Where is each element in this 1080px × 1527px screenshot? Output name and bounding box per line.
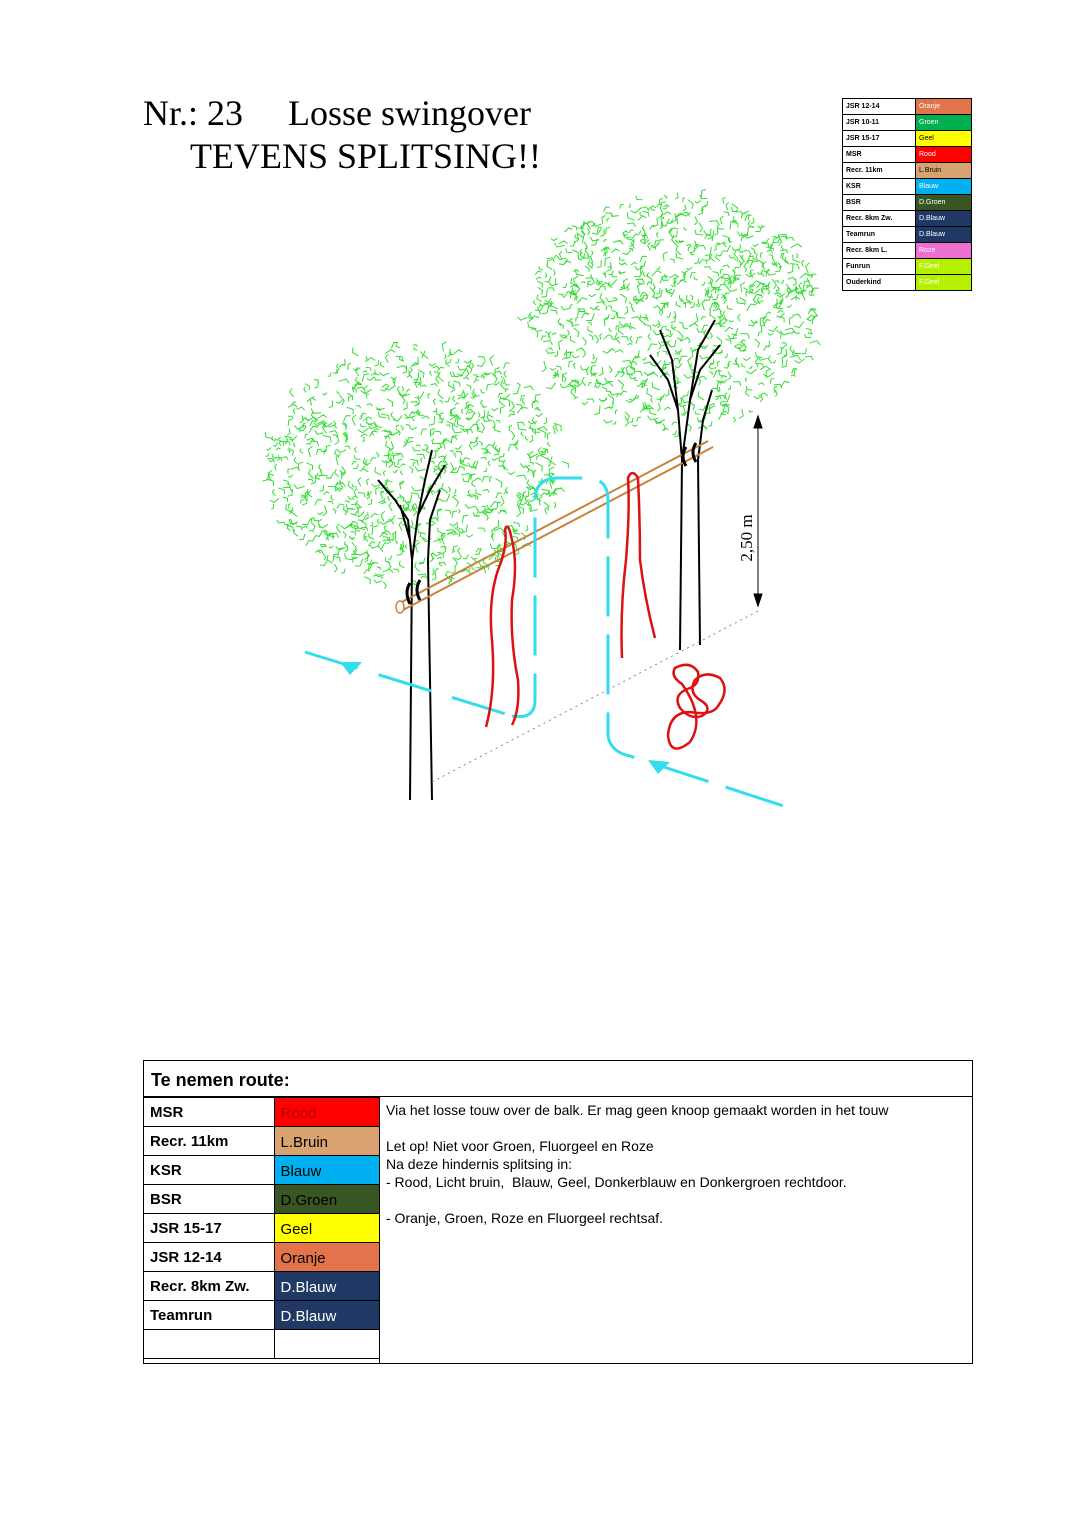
tree-left-trunk xyxy=(378,450,445,800)
legend-color-swatch: Oranje xyxy=(916,99,972,115)
legend-color-swatch: F.Geel xyxy=(916,259,972,275)
route-color-swatch: Blauw xyxy=(274,1156,379,1185)
route-description-line: Na deze hindernis splitsing in: xyxy=(386,1156,572,1172)
route-row xyxy=(144,1127,379,1156)
route-color-swatch: D.Blauw xyxy=(274,1301,379,1330)
legend-route-name: Funrun xyxy=(843,259,916,275)
legend-color-swatch: F.Geel xyxy=(916,275,972,291)
route-color-swatch: Geel xyxy=(274,1214,379,1243)
route-description-line: - Rood, Licht bruin, Blauw, Geel, Donkerblauw en Donkergroen rechtdoor. xyxy=(386,1174,847,1190)
route-color-swatch: Oranje xyxy=(274,1243,379,1272)
legend-route-name: Recr. 11km xyxy=(843,163,916,179)
route-color-swatch: D.Blauw xyxy=(274,1272,379,1301)
route-path xyxy=(305,478,796,810)
beam-strap-right xyxy=(683,443,696,466)
route-name: BSR xyxy=(144,1185,274,1214)
height-dimension xyxy=(754,416,762,606)
legend-route-name: BSR xyxy=(843,195,916,211)
route-description-line: Via het losse touw over de balk. Er mag geen knoop gemaakt worden in het touw xyxy=(386,1102,889,1118)
loose-rope xyxy=(486,473,725,749)
foliage-strokes xyxy=(517,190,820,437)
route-color-swatch: L.Bruin xyxy=(274,1127,379,1156)
legend-color-swatch: Rood xyxy=(916,147,972,163)
route-row xyxy=(144,1243,379,1272)
legend-route-name: JSR 10-11 xyxy=(843,115,916,131)
legend-color-swatch: D.Groen xyxy=(916,195,972,211)
legend-route-name: MSR xyxy=(843,147,916,163)
route-name: Recr. 8km Zw. xyxy=(144,1272,274,1301)
route-row xyxy=(144,1301,379,1330)
route-divider xyxy=(379,1097,380,1364)
page-subtitle: TEVENS SPLITSING!! xyxy=(190,136,541,176)
route-color-empty xyxy=(274,1330,379,1359)
route-description-line: Let op! Niet voor Groen, Fluorgeel en Roze xyxy=(386,1138,654,1154)
tree-left-foliage xyxy=(263,342,569,589)
route-info-box xyxy=(143,1060,973,1364)
legend-color-swatch: D.Blauw xyxy=(916,211,972,227)
route-description xyxy=(386,1101,966,1227)
legend-color-swatch: Roze xyxy=(916,243,972,259)
route-header xyxy=(144,1061,972,1097)
route-name: JSR 12-14 xyxy=(144,1243,274,1272)
route-row xyxy=(144,1214,379,1243)
route-name: MSR xyxy=(144,1098,274,1127)
route-row-empty xyxy=(144,1330,379,1359)
route-name-empty xyxy=(144,1330,274,1359)
height-label: 2,50 m xyxy=(737,514,756,562)
legend-route-name: Recr. 8km L. xyxy=(843,243,916,259)
legend-color-swatch: Blauw xyxy=(916,179,972,195)
route-arrow-left xyxy=(340,662,362,675)
route-name: Recr. 11km xyxy=(144,1127,274,1156)
page-title: Nr.: 23 Losse swingover xyxy=(143,93,531,133)
route-color-swatch: D.Groen xyxy=(274,1185,379,1214)
route-row xyxy=(144,1272,379,1301)
legend-route-name: KSR xyxy=(843,179,916,195)
route-row xyxy=(144,1098,379,1127)
route-header-label: Te nemen route: xyxy=(151,1070,290,1090)
foliage-strokes xyxy=(263,342,569,589)
legend-route-name: JSR 12-14 xyxy=(843,99,916,115)
tree-right-trunk xyxy=(650,320,720,650)
route-row xyxy=(144,1185,379,1214)
route-description-line: - Oranje, Groen, Roze en Fluorgeel rechtsaf. xyxy=(386,1210,664,1226)
legend-color-swatch: L.Bruin xyxy=(916,163,972,179)
legend-color-swatch: Groen xyxy=(916,115,972,131)
tree-right-foliage xyxy=(517,190,820,437)
legend-route-name: Teamrun xyxy=(843,227,916,243)
legend-route-name: Recr. 8km Zw. xyxy=(843,211,916,227)
route-name: KSR xyxy=(144,1156,274,1185)
route-name: JSR 15-17 xyxy=(144,1214,274,1243)
legend-route-name: Ouderkind xyxy=(843,275,916,291)
route-name: Teamrun xyxy=(144,1301,274,1330)
legend-color-swatch: Geel xyxy=(916,131,972,147)
route-row xyxy=(144,1156,379,1185)
route-description-line xyxy=(386,1119,966,1137)
route-description-line xyxy=(386,1191,966,1209)
legend-route-name: JSR 15-17 xyxy=(843,131,916,147)
ground-line xyxy=(432,610,760,782)
route-table xyxy=(144,1097,379,1359)
legend-color-swatch: D.Blauw xyxy=(916,227,972,243)
route-color-swatch: Rood xyxy=(274,1098,379,1127)
